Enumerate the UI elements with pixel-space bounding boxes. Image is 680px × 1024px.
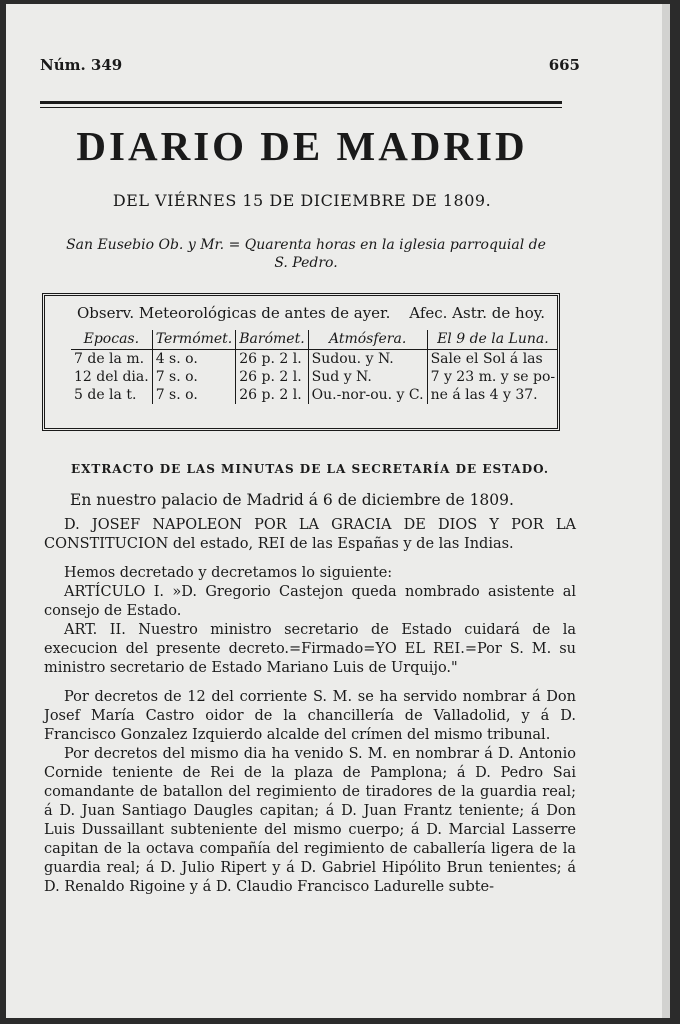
col-barometro: Barómet.: [236, 330, 308, 350]
cell: 26 p. 2 l.: [236, 386, 308, 404]
meteo-data: [71, 330, 558, 404]
cell: 4 s. o.: [152, 350, 236, 369]
col-luna: El 9 de la Luna.: [427, 330, 558, 350]
col-atmosfera: Atmósfera.: [308, 330, 427, 350]
issue-number: Núm. 349: [40, 56, 123, 74]
cell: 7 de la m.: [74, 351, 145, 367]
cell: 7 s. o.: [152, 368, 236, 386]
masthead-title: DIARIO DE MADRID: [76, 123, 528, 169]
top-rule-thin: [40, 107, 562, 108]
cell: ne á las 4 y 37.: [427, 386, 558, 404]
extract-heading: EXTRACTO DE LAS MINUTAS DE LA SECRETARÍA DE ESTADO.: [70, 462, 550, 476]
saint-of-day: San Eusebio Ob. y Mr. = Quarenta horas en la iglesia parroquial de S. Pedro.: [66, 237, 546, 271]
meteo-heading-left: Observ. Meteorológicas de antes de ayer.: [77, 304, 391, 322]
cell: 7 s. o.: [152, 386, 236, 404]
spacer: [44, 678, 576, 688]
cell: Sud y N.: [308, 368, 427, 386]
spacer: [44, 554, 576, 564]
article-body: [44, 460, 576, 897]
paragraph: D. JOSEF NAPOLEON POR LA GRACIA DE DIOS Y POR LA CONSTITUCION del estado, REI de las Españas y de las Indias.: [44, 517, 576, 552]
paragraph: ART. II. Nuestro ministro secretario de Estado cuidará de la execucion del presente decreto.=Firmado=YO EL REI.=Por S. M. su ministro secretario de Estado Mariano Luis de Urquijo.": [44, 622, 576, 676]
page-number: 665: [548, 56, 580, 74]
page-edge: [662, 4, 670, 1018]
paragraph: ARTÍCULO I. »D. Gregorio Castejon queda nombrado asistente al consejo de Estado.: [44, 584, 576, 619]
table-row: [71, 350, 558, 369]
place-date-line: En nuestro palacio de Madrid á 6 de diciembre de 1809.: [70, 491, 514, 509]
cell: 26 p. 2 l.: [236, 350, 308, 369]
table-row: [71, 386, 558, 404]
paragraph: Por decretos del mismo dia ha venido S. M. en nombrar á D. Antonio Cornide teniente de Rei de la plaza de Pamplona; á D. Pedro Sai comandante de batallon del regimiento de tiradores de la guardia real; á D. Juan Santiago Daugles capitan; á D. Juan Frantz teniente; á Don Luis Dussaillant subteniente del mismo cuerpo; á D. Marcial Lasserre capitan de la octava compañía del regimiento de caballería ligera de la guardia real; á D. Julio Ripert y á D. Gabriel Hipólito Brun tenientes; á D. Renaldo Rigoine y á D. Claudio Francisco Ladurelle subte-: [44, 746, 576, 895]
meteo-heading: [77, 304, 549, 322]
paragraph: Hemos decretado y decretamos lo siguiente:: [64, 565, 393, 581]
cell: Ou.-nor-ou. y C.: [308, 386, 427, 404]
cell: Sale el Sol á las: [427, 350, 558, 369]
col-epocas: Epocas.: [71, 330, 152, 350]
cell: 5 de la t.: [74, 387, 137, 403]
top-rule: [40, 101, 562, 104]
table-row: [71, 368, 558, 386]
cell: Sudou. y N.: [308, 350, 427, 369]
cell: 7 y 23 m. y se po-: [427, 368, 558, 386]
newspaper-page: [6, 4, 670, 1018]
col-termometro: Termómet.: [152, 330, 236, 350]
paragraph: Por decretos de 12 del corriente S. M. se ha servido nombrar á Don Josef María Castro oidor de la chancillería de Valladolid, y á D. Francisco Gonzalez Izquierdo alcalde del crímen del mismo tribunal.: [44, 689, 576, 743]
cell: 12 del dia.: [74, 369, 149, 385]
issue-date: DEL VIÉRNES 15 DE DICIEMBRE DE 1809.: [112, 191, 492, 210]
meteo-heading-right: Afec. Astr. de hoy.: [409, 304, 545, 322]
meteorological-table: [42, 293, 560, 431]
cell: 26 p. 2 l.: [236, 368, 308, 386]
